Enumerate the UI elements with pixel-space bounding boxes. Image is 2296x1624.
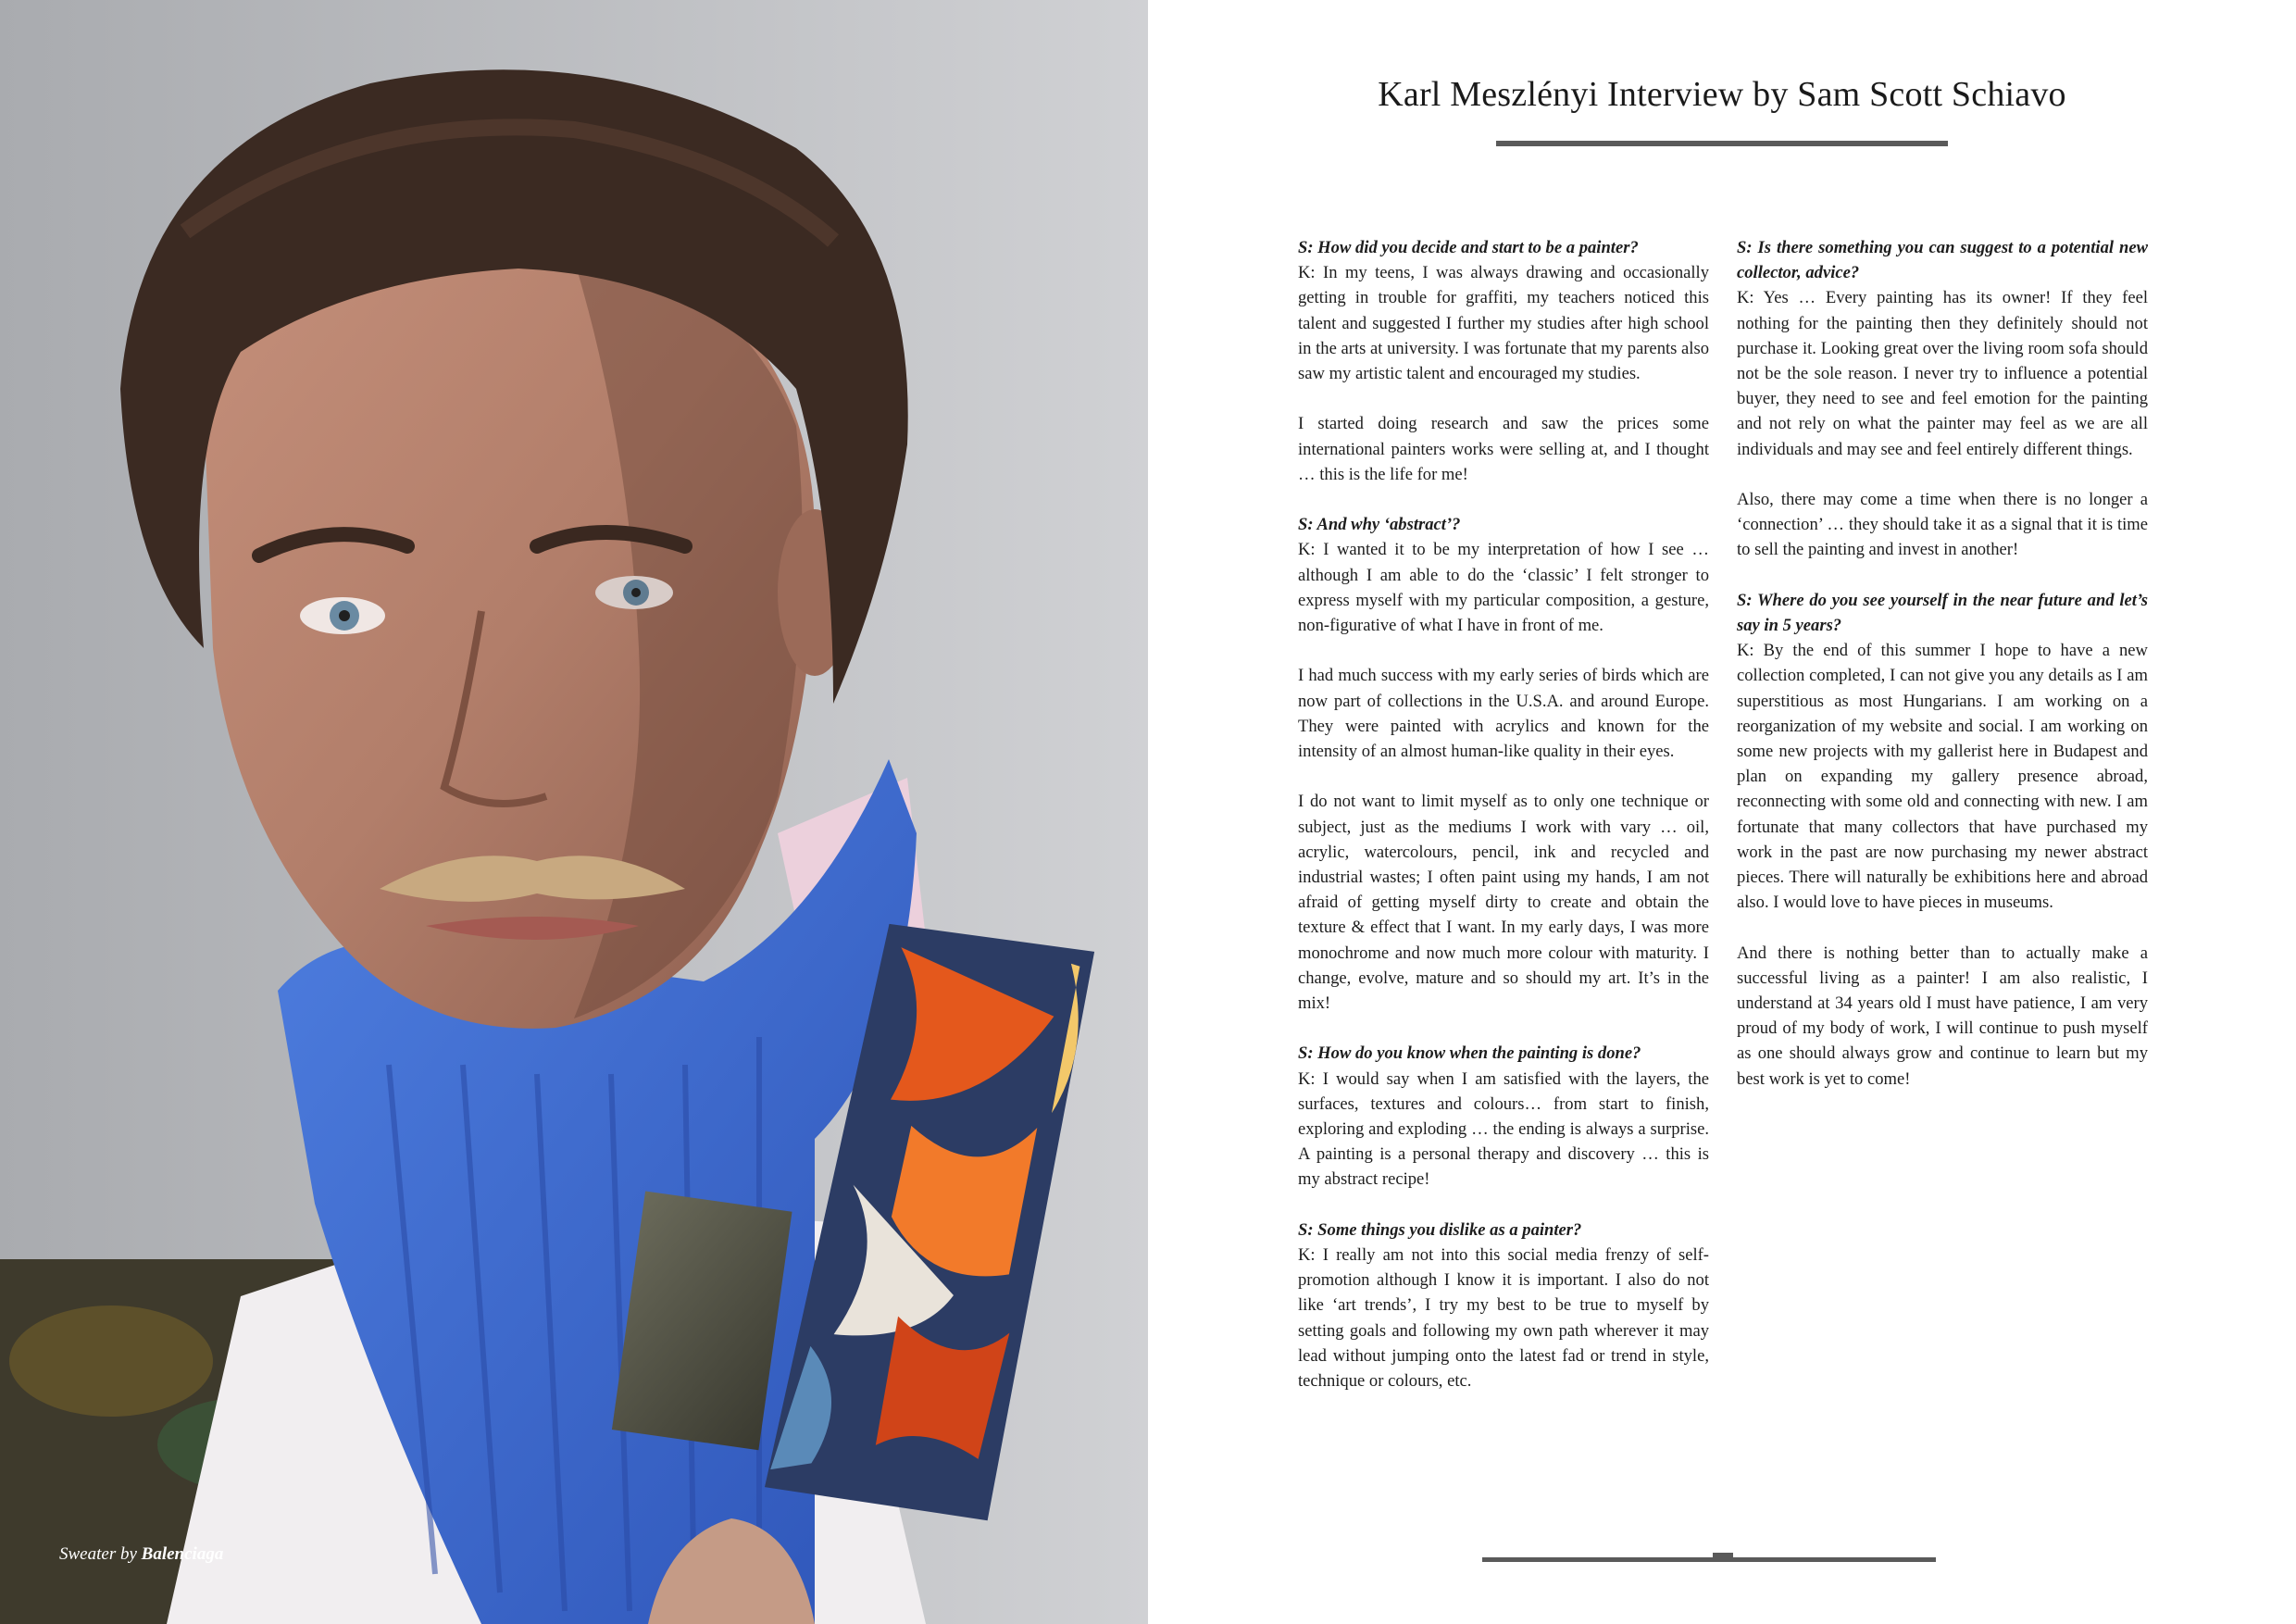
article-page bbox=[1148, 0, 2296, 1624]
answer-paragraph: I had much success with my early series of birds which are now part of collections in the U.S.A. and around Europe. They were painted with acrylics and known for the intensity of an almost human-like quality in their eyes. bbox=[1298, 666, 1709, 762]
question: S: And why ‘abstract’? bbox=[1298, 515, 1461, 535]
answer: K: I really am not into this social media frenzy of self-promotion although I know it is important. I also do not like ‘art trends’, I try my best to be true to myself by setting goals and following my own path wherever it may lead without jumping onto the latest fad or trend in style, technique or colours, etc. bbox=[1298, 1245, 1709, 1392]
footer-divider-marker bbox=[1713, 1553, 1733, 1558]
answer-paragraph: I do not want to limit myself as to only one technique or subject, just as the mediums I work with vary … oil, acrylic, watercolours, pencil, ink and recycled and industrial wastes; I often paint using my hands, I am not afraid of getting myself dirty to create and obtain the texture & effect that I want. In my early days, I was more monochrome and now much more colour with maturity. I change, evolve, mature and so should my art. It’s in the mix! bbox=[1298, 792, 1709, 1014]
answer: K: I would say when I am satisfied with the layers, the surfaces, textures and colours… from start to finish, exploring and exploding … the ending is always a surprise. A painting is a personal therapy and discovery … this is my abstract recipe! bbox=[1298, 1068, 1709, 1190]
photo-credit-prefix: Sweater by bbox=[59, 1544, 137, 1564]
footer-divider bbox=[1482, 1557, 1936, 1562]
title-divider bbox=[1496, 141, 1948, 146]
question: S: Is there something you can suggest to a potential new collector, advice? bbox=[1737, 238, 2148, 283]
answer-paragraph: And there is nothing better than to actually make a successful living as a painter! I am also realistic, I understand at 34 years old I must have patience, I am very proud of my body of work, I will continue to push myself as one should always grow and continue to learn but my best work is yet to come! bbox=[1737, 943, 2148, 1089]
answer: K: In my teens, I was always drawing and occasionally getting in trouble for graffiti, my teachers noticed this talent and suggested I further my studies after high school in the arts at university. I was fortunate that my parents also saw my artistic talent and encouraged my studies. bbox=[1298, 263, 1709, 384]
question: S: Where do you see yourself in the near future and let’s say in 5 years? bbox=[1737, 590, 2148, 636]
article-column-left bbox=[1298, 235, 1709, 1393]
answer-paragraph: Also, there may come a time when there is no longer a ‘connection’ … they should take it as a signal that it is time to sell the painting and invest in another! bbox=[1737, 490, 2148, 560]
answer: K: I wanted it to be my interpretation of how I see … although I am able to do the ‘classic’ I felt stronger to express myself with my particular composition, a gesture, non-figurative of what I have in front of me. bbox=[1298, 540, 1709, 636]
answer: K: By the end of this summer I hope to have a new collection completed, I can not give you any details as I am superstitious as most Hungarians. I am working on a reorganization of my website and social. I am working on some new projects with my gallerist here in Budapest and plan on expanding my gallery presence abroad, reconnecting with some old and connecting with new. I am fortunate that many collectors that have purchased my work in the past are now purchasing my newer abstract pieces. There will naturally be exhibitions here and abroad also. I would love to have pieces in museums. bbox=[1737, 641, 2148, 913]
question: S: Some things you dislike as a painter? bbox=[1298, 1219, 1582, 1240]
answer: K: Yes … Every painting has its owner! If they feel nothing for the painting then they definitely should not purchase it. Looking great over the living room sofa should not be the sole reason. I never try to influence a potential buyer, they need to see and feel emotion for the painting and not rely on what the painter may feel as we are all individuals and may see and feel entirely different things. bbox=[1737, 288, 2148, 459]
question: S: How did you decide and start to be a painter? bbox=[1298, 238, 1639, 257]
qa-block bbox=[1737, 588, 2148, 1092]
qa-block bbox=[1737, 235, 2148, 563]
article-title: Karl Meszlényi Interview by Sam Scott Schiavo bbox=[1378, 75, 2066, 114]
qa-block bbox=[1298, 1041, 1709, 1192]
qa-block bbox=[1298, 1218, 1709, 1393]
question: S: How do you know when the painting is done? bbox=[1298, 1043, 1641, 1064]
article-column-right bbox=[1737, 235, 2148, 1092]
qa-block bbox=[1298, 512, 1709, 1016]
qa-block bbox=[1298, 235, 1709, 487]
answer-paragraph: I started doing research and saw the prices some international painters works were selling at, and I thought … this is the life for me! bbox=[1298, 414, 1709, 484]
photo-credit-brand: Balenciaga bbox=[141, 1544, 224, 1564]
photo-credit bbox=[59, 1544, 223, 1565]
